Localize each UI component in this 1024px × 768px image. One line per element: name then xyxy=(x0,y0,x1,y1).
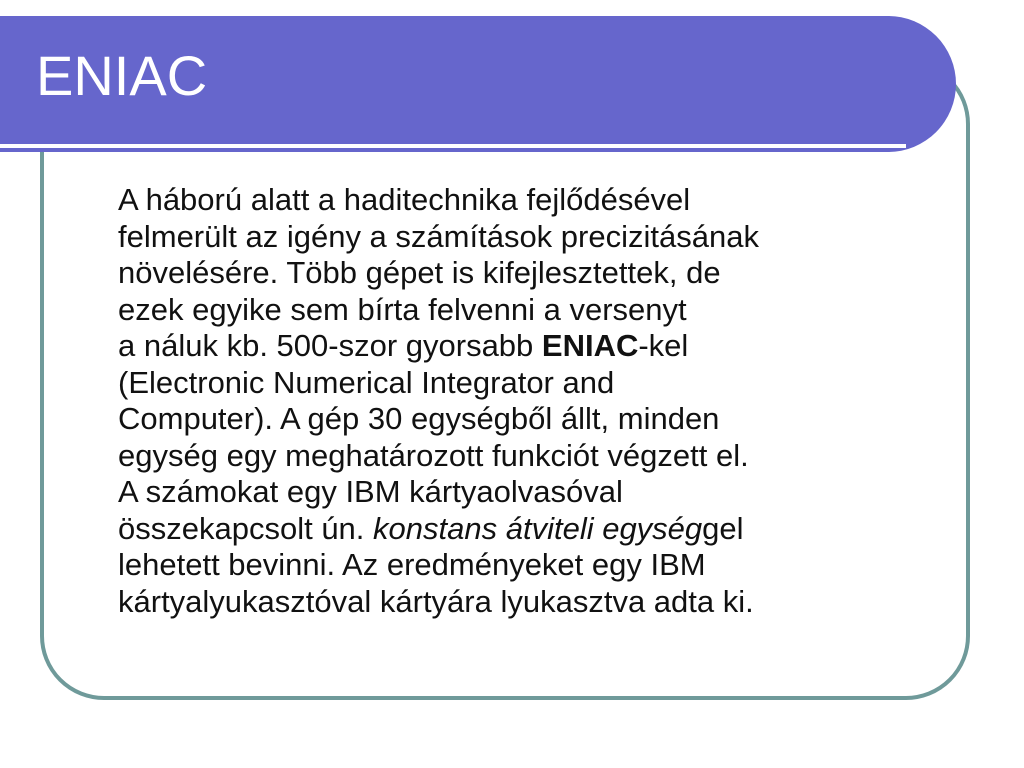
body-line: egység egy meghatározott funkciót végzett el. xyxy=(118,437,749,473)
body-line: A számokat egy IBM kártyaolvasóval xyxy=(118,474,623,509)
slide-title: ENIAC xyxy=(36,44,208,107)
body-line-eniac xyxy=(118,328,958,365)
body-text-segment: -kel xyxy=(638,328,689,363)
body-line: ezek egyike sem bírta felvenni a versenyt xyxy=(118,291,687,327)
constant-unit-italic-term: konstans átviteli egység xyxy=(373,510,703,546)
body-text xyxy=(118,182,958,620)
body-line-constant-unit xyxy=(118,511,958,548)
body-line: kártyalyukasztóval kártyára lyukasztva adta ki. xyxy=(118,583,754,619)
body-text-segment: a náluk kb. 500-szor gyorsabb xyxy=(118,328,542,363)
body-line: (Electronic Numerical Integrator and xyxy=(118,364,615,400)
eniac-bold-term: ENIAC xyxy=(541,328,639,363)
body-line: felmerült az igény a számítások precizitásának xyxy=(118,218,759,254)
body-line: lehetett bevinni. Az eredményeket egy IBM xyxy=(118,547,706,582)
body-text-segment: gel xyxy=(702,510,744,546)
body-line: Computer). A gép 30 egységből állt, minden xyxy=(118,401,720,436)
title-underline xyxy=(0,144,906,148)
body-text-segment: összekapcsolt ún. xyxy=(118,510,374,546)
body-line: A háború alatt a haditechnika fejlődésével xyxy=(118,182,691,217)
body-line: növelésére. Több gépet is kifejlesztettek, de xyxy=(118,255,721,290)
